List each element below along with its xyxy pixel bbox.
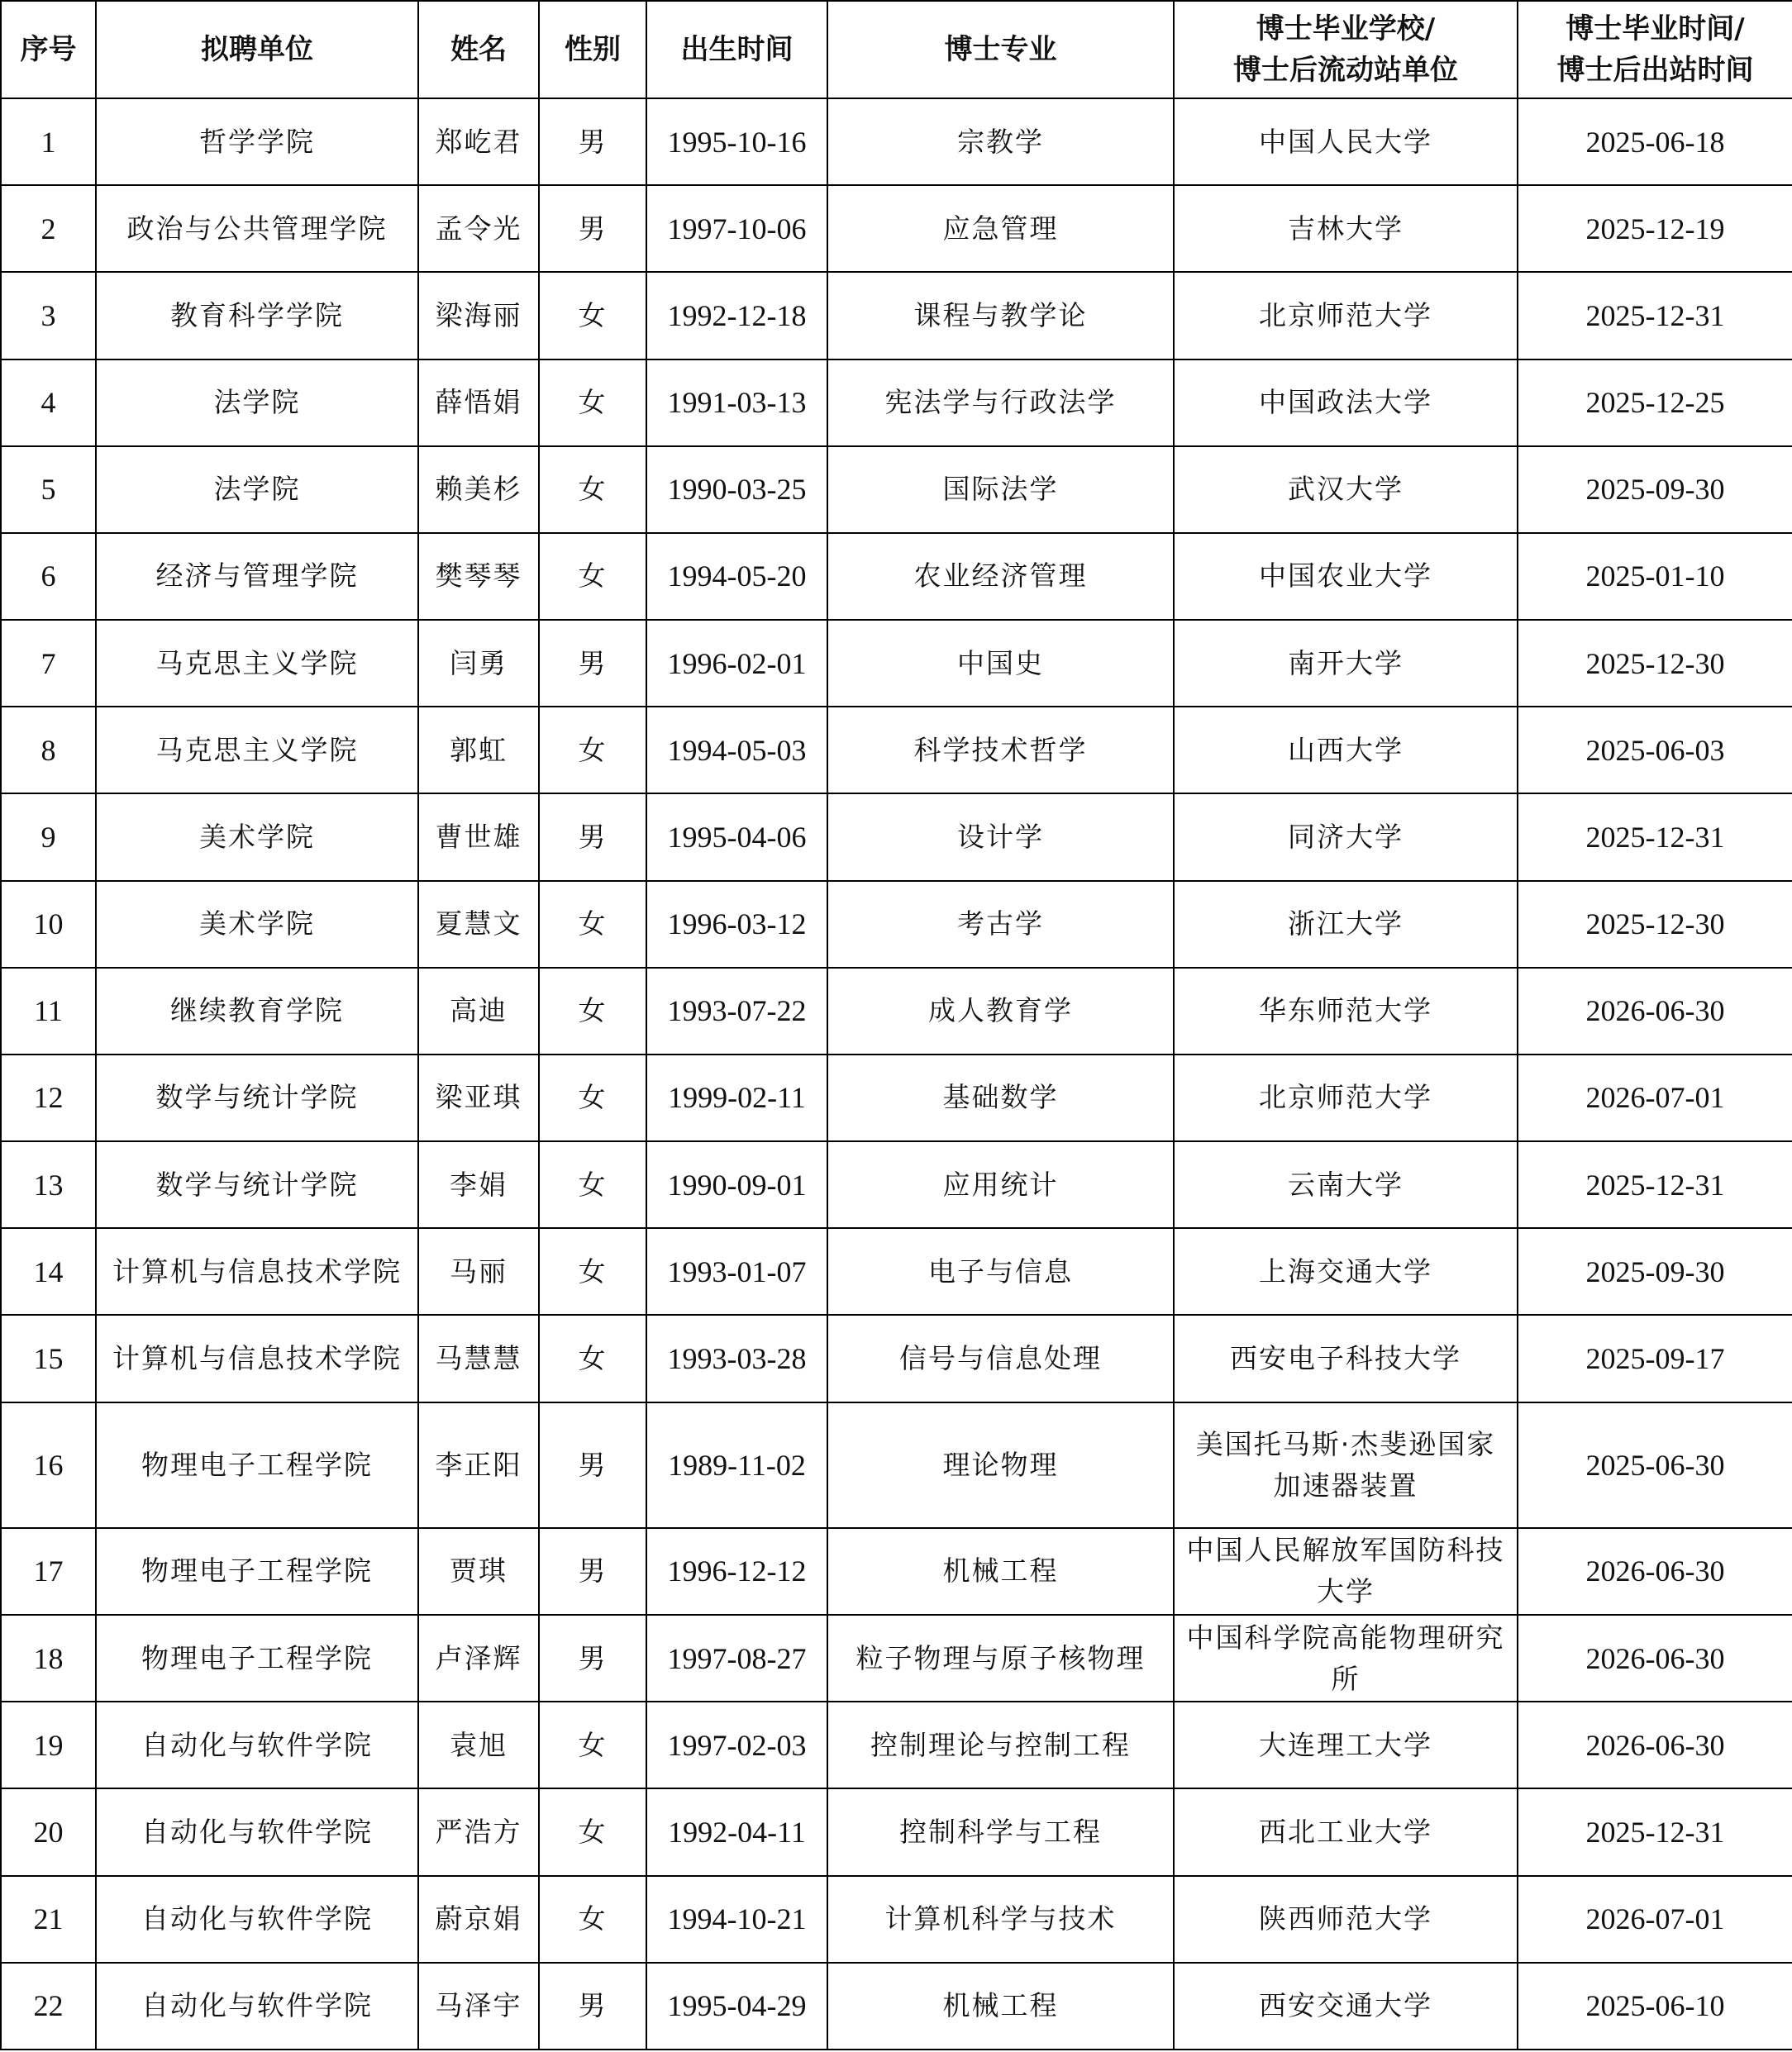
cell-unit: 继续教育学院 xyxy=(96,968,418,1055)
table-row xyxy=(1,1228,1792,1315)
cell-index: 21 xyxy=(1,1876,96,1963)
cell-major: 课程与教学论 xyxy=(827,272,1174,359)
cell-school xyxy=(1174,707,1518,793)
cell-index: 12 xyxy=(1,1055,96,1141)
cell-index: 1 xyxy=(1,98,96,185)
cell-grad-time: 2025-12-25 xyxy=(1518,359,1792,446)
cell-name: 李娟 xyxy=(418,1141,539,1228)
table-row xyxy=(1,1141,1792,1228)
cell-school xyxy=(1174,1876,1518,1963)
school-line: 中国科学院高能物理研究 xyxy=(1186,1621,1505,1654)
cell-index: 6 xyxy=(1,533,96,620)
cell-school xyxy=(1174,1702,1518,1788)
cell-unit: 法学院 xyxy=(96,446,418,533)
cell-birth: 1996-03-12 xyxy=(646,881,827,968)
cell-gender: 女 xyxy=(539,533,646,620)
cell-index: 18 xyxy=(1,1615,96,1702)
cell-unit: 哲学学院 xyxy=(96,98,418,185)
cell-major: 应急管理 xyxy=(827,185,1174,272)
school-line: 浙江大学 xyxy=(1288,907,1404,940)
cell-birth: 1995-10-16 xyxy=(646,98,827,185)
school-line: 陕西师范大学 xyxy=(1259,1902,1432,1935)
header-grad-time xyxy=(1518,1,1792,98)
table-row xyxy=(1,533,1792,620)
cell-gender: 男 xyxy=(539,1963,646,2050)
cell-grad-time: 2026-07-01 xyxy=(1518,1876,1792,1963)
cell-index: 3 xyxy=(1,272,96,359)
cell-name: 曹世雄 xyxy=(418,793,539,880)
school-line: 中国农业大学 xyxy=(1259,559,1432,593)
cell-index: 9 xyxy=(1,793,96,880)
cell-gender: 男 xyxy=(539,620,646,707)
cell-major: 考古学 xyxy=(827,881,1174,968)
table-row xyxy=(1,272,1792,359)
cell-grad-time: 2026-07-01 xyxy=(1518,1055,1792,1141)
cell-birth: 1996-02-01 xyxy=(646,620,827,707)
cell-school xyxy=(1174,98,1518,185)
cell-school xyxy=(1174,272,1518,359)
cell-major: 宗教学 xyxy=(827,98,1174,185)
cell-birth: 1990-03-25 xyxy=(646,446,827,533)
header-line: 性别 xyxy=(565,33,621,66)
cell-unit: 数学与统计学院 xyxy=(96,1055,418,1141)
cell-unit: 计算机与信息技术学院 xyxy=(96,1228,418,1315)
cell-major: 宪法学与行政法学 xyxy=(827,359,1174,446)
cell-gender: 女 xyxy=(539,1315,646,1402)
cell-unit: 法学院 xyxy=(96,359,418,446)
cell-index: 10 xyxy=(1,881,96,968)
cell-grad-time: 2026-06-30 xyxy=(1518,1615,1792,1702)
cell-name: 薛悟娟 xyxy=(418,359,539,446)
header-line: 博士专业 xyxy=(944,33,1057,66)
header-gender xyxy=(539,1,646,98)
cell-birth: 1996-12-12 xyxy=(646,1528,827,1615)
cell-school xyxy=(1174,533,1518,620)
school-line: 中国政法大学 xyxy=(1259,386,1432,419)
cell-major: 应用统计 xyxy=(827,1141,1174,1228)
table-row xyxy=(1,881,1792,968)
school-line: 武汉大学 xyxy=(1288,473,1404,506)
table-row xyxy=(1,1876,1792,1963)
cell-birth: 1997-08-27 xyxy=(646,1615,827,1702)
header-line: 博士毕业学校/ xyxy=(1256,12,1436,45)
header-line: 博士后出站时间 xyxy=(1556,54,1754,87)
cell-major: 设计学 xyxy=(827,793,1174,880)
cell-major: 控制理论与控制工程 xyxy=(827,1702,1174,1788)
table-row xyxy=(1,793,1792,880)
header-line: 博士毕业时间/ xyxy=(1566,12,1745,45)
cell-grad-time: 2025-12-31 xyxy=(1518,272,1792,359)
table-row xyxy=(1,446,1792,533)
cell-gender: 女 xyxy=(539,968,646,1055)
table-row xyxy=(1,185,1792,272)
table-row xyxy=(1,968,1792,1055)
header-unit xyxy=(96,1,418,98)
cell-unit: 马克思主义学院 xyxy=(96,707,418,793)
cell-gender: 男 xyxy=(539,98,646,185)
cell-unit: 教育科学学院 xyxy=(96,272,418,359)
cell-grad-time: 2025-12-31 xyxy=(1518,1141,1792,1228)
table-row xyxy=(1,1615,1792,1702)
cell-gender: 女 xyxy=(539,272,646,359)
cell-name: 高迪 xyxy=(418,968,539,1055)
cell-birth: 1999-02-11 xyxy=(646,1055,827,1141)
cell-unit: 自动化与软件学院 xyxy=(96,1963,418,2050)
cell-index: 13 xyxy=(1,1141,96,1228)
cell-school xyxy=(1174,1228,1518,1315)
cell-school xyxy=(1174,1528,1518,1615)
school-line: 北京师范大学 xyxy=(1259,298,1432,331)
table-row xyxy=(1,620,1792,707)
cell-name: 孟令光 xyxy=(418,185,539,272)
cell-grad-time: 2026-06-30 xyxy=(1518,1702,1792,1788)
table-row xyxy=(1,1315,1792,1402)
cell-birth: 1993-03-28 xyxy=(646,1315,827,1402)
cell-gender: 女 xyxy=(539,1141,646,1228)
table-row xyxy=(1,1402,1792,1528)
cell-school xyxy=(1174,1963,1518,2050)
school-line: 吉林大学 xyxy=(1288,212,1404,245)
school-line: 南开大学 xyxy=(1288,646,1404,679)
cell-unit: 物理电子工程学院 xyxy=(96,1402,418,1528)
table-row xyxy=(1,1055,1792,1141)
cell-major: 基础数学 xyxy=(827,1055,1174,1141)
cell-gender: 女 xyxy=(539,1788,646,1875)
school-line: 华东师范大学 xyxy=(1259,994,1432,1027)
school-line: 中国人民大学 xyxy=(1259,125,1432,158)
cell-school xyxy=(1174,446,1518,533)
cell-gender: 男 xyxy=(539,1402,646,1528)
cell-index: 8 xyxy=(1,707,96,793)
cell-gender: 女 xyxy=(539,1702,646,1788)
cell-grad-time: 2025-12-30 xyxy=(1518,620,1792,707)
cell-index: 19 xyxy=(1,1702,96,1788)
cell-unit: 数学与统计学院 xyxy=(96,1141,418,1228)
cell-unit: 计算机与信息技术学院 xyxy=(96,1315,418,1402)
cell-name: 梁亚琪 xyxy=(418,1055,539,1141)
cell-birth: 1994-05-03 xyxy=(646,707,827,793)
header-name xyxy=(418,1,539,98)
cell-school xyxy=(1174,1141,1518,1228)
cell-gender: 女 xyxy=(539,707,646,793)
table-row xyxy=(1,98,1792,185)
cell-major: 计算机科学与技术 xyxy=(827,1876,1174,1963)
cell-grad-time: 2025-06-30 xyxy=(1518,1402,1792,1528)
cell-gender: 男 xyxy=(539,1528,646,1615)
cell-name: 夏慧文 xyxy=(418,881,539,968)
school-line: 北京师范大学 xyxy=(1259,1081,1432,1114)
cell-birth: 1994-05-20 xyxy=(646,533,827,620)
cell-name: 马慧慧 xyxy=(418,1315,539,1402)
school-line: 山西大学 xyxy=(1288,733,1404,766)
cell-school xyxy=(1174,1315,1518,1402)
cell-name: 赖美杉 xyxy=(418,446,539,533)
cell-name: 蔚京娟 xyxy=(418,1876,539,1963)
header-line: 姓名 xyxy=(450,33,507,66)
cell-major: 粒子物理与原子核物理 xyxy=(827,1615,1174,1702)
cell-unit: 物理电子工程学院 xyxy=(96,1615,418,1702)
table-row xyxy=(1,359,1792,446)
cell-unit: 政治与公共管理学院 xyxy=(96,185,418,272)
cell-index: 15 xyxy=(1,1315,96,1402)
header-line: 拟聘单位 xyxy=(201,33,313,66)
cell-unit: 美术学院 xyxy=(96,793,418,880)
cell-birth: 1992-12-18 xyxy=(646,272,827,359)
header-line: 博士后流动站单位 xyxy=(1233,54,1458,87)
school-line: 大连理工大学 xyxy=(1259,1728,1432,1761)
cell-name: 郑屹君 xyxy=(418,98,539,185)
cell-birth: 1992-04-11 xyxy=(646,1788,827,1875)
table-row xyxy=(1,707,1792,793)
header-birth xyxy=(646,1,827,98)
cell-grad-time: 2025-09-30 xyxy=(1518,1228,1792,1315)
cell-grad-time: 2025-12-31 xyxy=(1518,1788,1792,1875)
school-line: 西安交通大学 xyxy=(1259,1989,1432,2022)
cell-birth: 1993-01-07 xyxy=(646,1228,827,1315)
school-line: 所 xyxy=(1331,1662,1361,1695)
cell-gender: 男 xyxy=(539,793,646,880)
cell-grad-time: 2025-06-18 xyxy=(1518,98,1792,185)
cell-name: 樊琴琴 xyxy=(418,533,539,620)
cell-major: 机械工程 xyxy=(827,1963,1174,2050)
cell-unit: 物理电子工程学院 xyxy=(96,1528,418,1615)
cell-name: 袁旭 xyxy=(418,1702,539,1788)
cell-major: 信号与信息处理 xyxy=(827,1315,1174,1402)
cell-name: 贾琪 xyxy=(418,1528,539,1615)
cell-index: 7 xyxy=(1,620,96,707)
cell-major: 国际法学 xyxy=(827,446,1174,533)
cell-birth: 1991-03-13 xyxy=(646,359,827,446)
cell-gender: 男 xyxy=(539,1615,646,1702)
cell-grad-time: 2026-06-30 xyxy=(1518,1528,1792,1615)
cell-index: 22 xyxy=(1,1963,96,2050)
cell-school xyxy=(1174,1402,1518,1528)
cell-name: 郭虹 xyxy=(418,707,539,793)
cell-birth: 1993-07-22 xyxy=(646,968,827,1055)
cell-major: 成人教育学 xyxy=(827,968,1174,1055)
cell-grad-time: 2025-09-30 xyxy=(1518,446,1792,533)
school-line: 中国人民解放军国防科技 xyxy=(1186,1534,1505,1567)
cell-school xyxy=(1174,793,1518,880)
cell-school xyxy=(1174,968,1518,1055)
school-line: 上海交通大学 xyxy=(1259,1255,1432,1288)
cell-name: 梁海丽 xyxy=(418,272,539,359)
school-line: 同济大学 xyxy=(1288,820,1404,853)
cell-school xyxy=(1174,185,1518,272)
cell-unit: 自动化与软件学院 xyxy=(96,1876,418,1963)
school-line: 云南大学 xyxy=(1288,1168,1404,1201)
cell-school xyxy=(1174,359,1518,446)
header-school xyxy=(1174,1,1518,98)
cell-index: 14 xyxy=(1,1228,96,1315)
cell-major: 电子与信息 xyxy=(827,1228,1174,1315)
school-line: 加速器装置 xyxy=(1273,1469,1418,1502)
cell-grad-time: 2026-06-30 xyxy=(1518,968,1792,1055)
cell-gender: 女 xyxy=(539,1055,646,1141)
cell-grad-time: 2025-01-10 xyxy=(1518,533,1792,620)
cell-birth: 1995-04-29 xyxy=(646,1963,827,2050)
cell-unit: 经济与管理学院 xyxy=(96,533,418,620)
header-line: 序号 xyxy=(20,33,77,66)
cell-gender: 女 xyxy=(539,1876,646,1963)
table-body xyxy=(1,98,1792,2050)
cell-birth: 1989-11-02 xyxy=(646,1402,827,1528)
cell-index: 2 xyxy=(1,185,96,272)
header-index xyxy=(1,1,96,98)
cell-name: 卢泽辉 xyxy=(418,1615,539,1702)
cell-school xyxy=(1174,1788,1518,1875)
cell-major: 机械工程 xyxy=(827,1528,1174,1615)
cell-birth: 1995-04-06 xyxy=(646,793,827,880)
school-line: 美国托马斯·杰斐逊国家 xyxy=(1195,1427,1496,1460)
cell-major: 控制科学与工程 xyxy=(827,1788,1174,1875)
school-line: 大学 xyxy=(1317,1575,1375,1608)
cell-grad-time: 2025-06-03 xyxy=(1518,707,1792,793)
cell-gender: 男 xyxy=(539,185,646,272)
cell-name: 马泽宇 xyxy=(418,1963,539,2050)
cell-index: 16 xyxy=(1,1402,96,1528)
cell-major: 农业经济管理 xyxy=(827,533,1174,620)
cell-index: 11 xyxy=(1,968,96,1055)
cell-gender: 女 xyxy=(539,359,646,446)
header-line: 出生时间 xyxy=(680,33,794,66)
cell-gender: 女 xyxy=(539,446,646,533)
cell-index: 5 xyxy=(1,446,96,533)
cell-unit: 自动化与软件学院 xyxy=(96,1788,418,1875)
cell-index: 20 xyxy=(1,1788,96,1875)
cell-major: 中国史 xyxy=(827,620,1174,707)
school-line: 西北工业大学 xyxy=(1259,1815,1432,1848)
cell-birth: 1997-10-06 xyxy=(646,185,827,272)
cell-gender: 女 xyxy=(539,881,646,968)
cell-grad-time: 2025-09-17 xyxy=(1518,1315,1792,1402)
cell-unit: 马克思主义学院 xyxy=(96,620,418,707)
cell-birth: 1997-02-03 xyxy=(646,1702,827,1788)
cell-major: 理论物理 xyxy=(827,1402,1174,1528)
table-row xyxy=(1,1963,1792,2050)
cell-school xyxy=(1174,620,1518,707)
header-major xyxy=(827,1,1174,98)
school-line: 西安电子科技大学 xyxy=(1230,1341,1461,1374)
table-row xyxy=(1,1702,1792,1788)
cell-school xyxy=(1174,1055,1518,1141)
cell-gender: 女 xyxy=(539,1228,646,1315)
cell-unit: 美术学院 xyxy=(96,881,418,968)
cell-grad-time: 2025-12-30 xyxy=(1518,881,1792,968)
cell-unit: 自动化与软件学院 xyxy=(96,1702,418,1788)
cell-index: 17 xyxy=(1,1528,96,1615)
cell-name: 严浩方 xyxy=(418,1788,539,1875)
cell-grad-time: 2025-12-31 xyxy=(1518,793,1792,880)
cell-grad-time: 2025-12-19 xyxy=(1518,185,1792,272)
cell-school xyxy=(1174,1615,1518,1702)
table-row xyxy=(1,1528,1792,1615)
cell-name: 马丽 xyxy=(418,1228,539,1315)
table-row xyxy=(1,1788,1792,1875)
cell-grad-time: 2025-06-10 xyxy=(1518,1963,1792,2050)
cell-birth: 1990-09-01 xyxy=(646,1141,827,1228)
table-header-row xyxy=(1,1,1792,98)
cell-major: 科学技术哲学 xyxy=(827,707,1174,793)
cell-name: 李正阳 xyxy=(418,1402,539,1528)
cell-school xyxy=(1174,881,1518,968)
cell-index: 4 xyxy=(1,359,96,446)
cell-birth: 1994-10-21 xyxy=(646,1876,827,1963)
cell-name: 闫勇 xyxy=(418,620,539,707)
